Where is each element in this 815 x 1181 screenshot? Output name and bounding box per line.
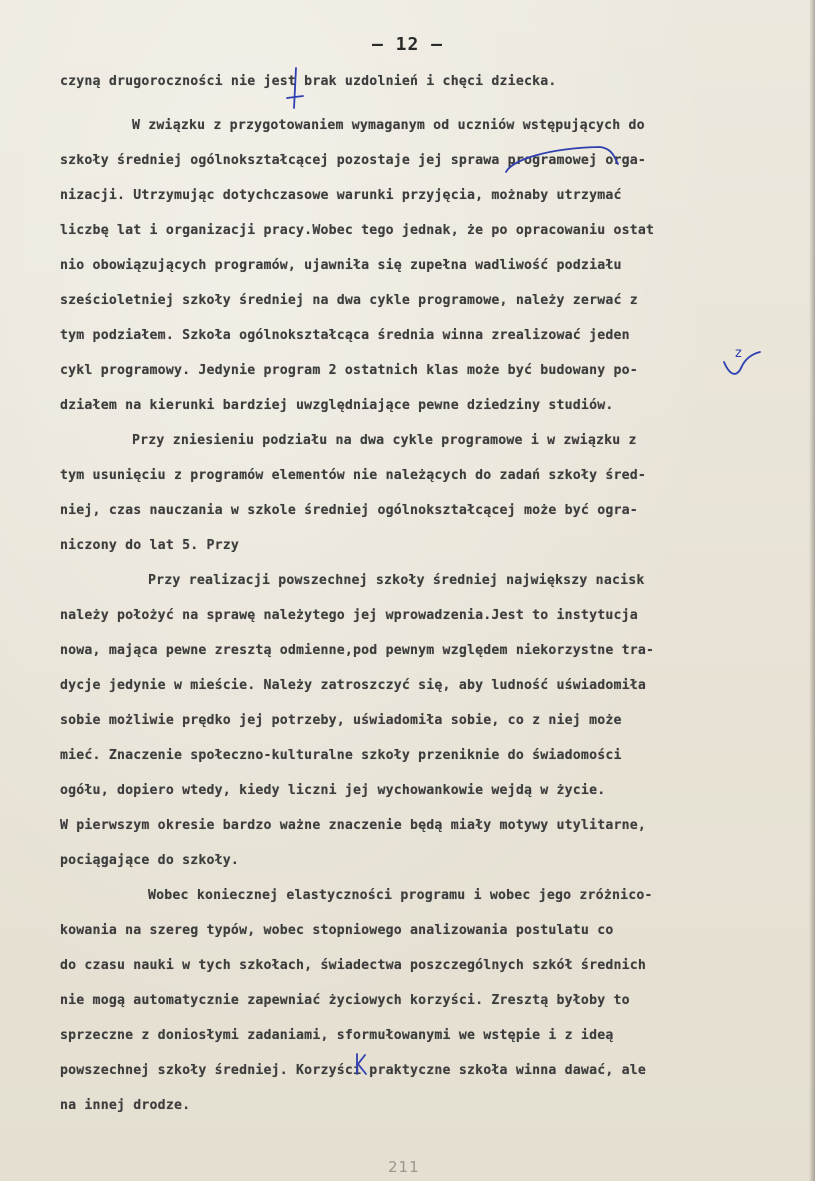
page-edge-shadow xyxy=(809,0,815,1181)
marginal-z-note: z xyxy=(735,346,742,361)
text-line: działem na kierunki bardziej uwzględniające pewne dziedziny studiów. xyxy=(60,398,614,413)
text-line: należy położyć na sprawę należytego jej wprowadzenia.Jest to instytucja xyxy=(60,608,638,623)
text-line: W związku z przygotowaniem wymaganym od uczniów wstępujących do xyxy=(132,118,645,133)
text-line: niej, czas nauczania w szkole średniej ogólnokształcącej może być ogra- xyxy=(60,503,638,518)
text-line: do czasu nauki w tych szkołach, świadectwa poszczególnych szkół średnich xyxy=(60,958,647,973)
text-line: nio obowiązujących programów, ujawniła się zupełna wadliwość podziału xyxy=(60,258,622,273)
text-line: mieć. Znaczenie społeczno-kulturalne szkoły przeniknie do świadomości xyxy=(60,748,622,763)
text-line: Przy zniesieniu podziału na dwa cykle programowe i w związku z xyxy=(132,433,637,448)
text-line: sześcioletniej szkoły średniej na dwa cykle programowe, należy zerwać z xyxy=(60,293,638,308)
text-line: ogółu, dopiero wtedy, kiedy liczni jej wychowankowie wejdą w życie. xyxy=(60,783,606,798)
text-line: powszechnej szkoły średniej. Korzyści praktyczne szkoła winna dawać, ale xyxy=(60,1063,647,1078)
text-line: Wobec koniecznej elastyczności programu i wobec jego zróżnico- xyxy=(148,888,653,903)
text-line: W pierwszym okresie bardzo ważne znaczenie będą miały motywy utylitarne, xyxy=(60,818,647,833)
text-line: tym podziałem. Szkoła ogólnokształcąca średnia winna zrealizować jeden xyxy=(60,328,630,343)
insertion-mark xyxy=(724,352,760,374)
text-line: na innej drodze. xyxy=(60,1098,191,1113)
text-line: nowa, mająca pewne zresztą odmienne,pod pewnym względem niekorzystne tra- xyxy=(60,643,655,658)
text-line: kowania na szereg typów, wobec stopniowego analizowania postulatu co xyxy=(60,923,614,938)
text-line: nie mogą automatycznie zapewniać życiowych korzyści. Zresztą byłoby to xyxy=(60,993,630,1008)
text-line: dycje jedynie w mieście. Należy zatroszczyć się, aby ludność uświadomiła xyxy=(60,678,647,693)
text-line: cykl programowy. Jedynie program 2 ostatnich klas może być budowany po- xyxy=(60,363,638,378)
text-line: sobie możliwie prędko jej potrzeby, uświadomiła sobie, co z niej może xyxy=(60,713,622,728)
text-line: niczony do lat 5. Przy xyxy=(60,538,240,553)
page-number: – 12 – xyxy=(371,34,444,55)
archive-page-number: 211 xyxy=(388,1158,420,1176)
text-line: szkoły średniej ogólnokształcącej pozostaje jej sprawa programowej orga- xyxy=(60,153,647,168)
text-line: liczbę lat i organizacji pracy.Wobec tego jednak, że po opracowaniu ostat xyxy=(60,223,655,238)
text-line: nizacji. Utrzymując dotychczasowe warunki przyjęcia, możnaby utrzymać xyxy=(60,188,622,203)
text-line: tym usunięciu z programów elementów nie należących do zadań szkoły śred- xyxy=(60,468,647,483)
text-line: pociągające do szkoły. xyxy=(60,853,240,868)
text-line: sprzeczne z doniosłymi zadaniami, sformułowanymi we wstępie i z ideą xyxy=(60,1028,614,1043)
text-line: czyną drugoroczności nie jest brak uzdolnień i chęci dziecka. xyxy=(60,74,557,89)
text-line: Przy realizacji powszechnej szkoły średniej największy nacisk xyxy=(148,573,645,588)
